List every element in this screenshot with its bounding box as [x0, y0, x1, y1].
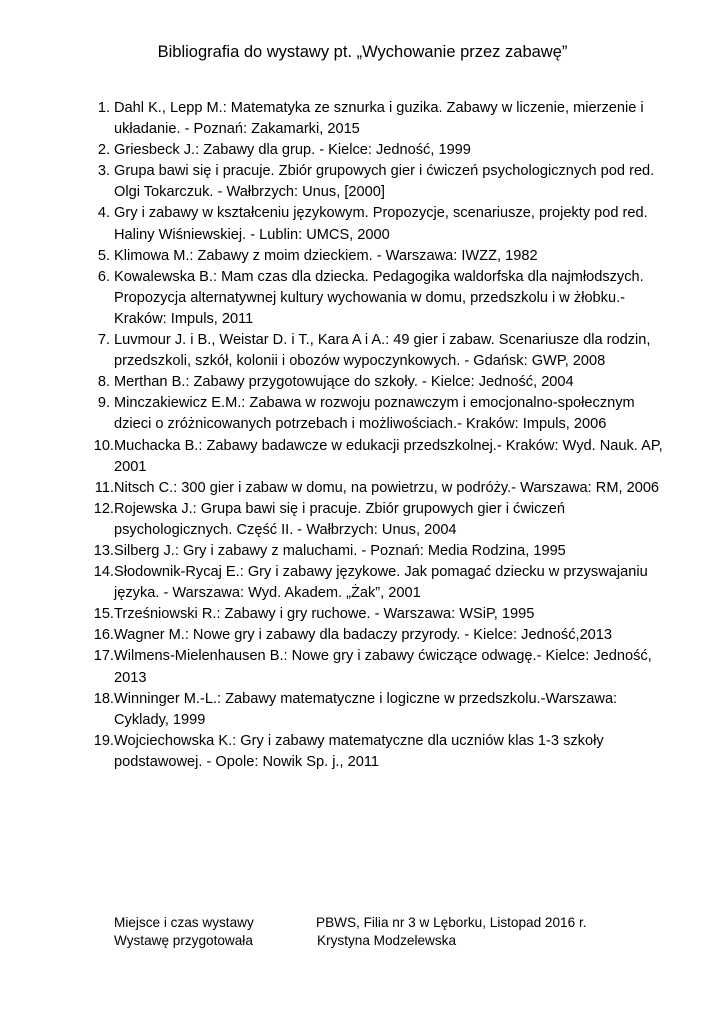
exhibition-footer: [114, 914, 587, 950]
author-value: Krystyna Modzelewska: [317, 933, 457, 948]
entry-text: Griesbeck J.: Zabawy dla grup. - Kielce: Jedność, 1999: [114, 142, 471, 159]
entry-number: 11.: [94, 479, 114, 496]
entry-text: Wagner M.: Nowe gry i zabawy dla badaczy przyrody. - Kielce: Jedność,2013: [114, 627, 613, 644]
footer-row-author: [114, 932, 587, 950]
entry-text: Trześniowski R.: Zabawy i gry ruchowe. - Warszawa: WSiP, 1995: [114, 606, 535, 623]
bibliography-entry: [84, 203, 664, 245]
entry-number: 6.: [97, 268, 110, 285]
entry-text: Klimowa M.: Zabawy z moim dzieckiem. - Warszawa: IWZZ, 1982: [114, 247, 538, 264]
entry-number: 12.: [93, 500, 114, 517]
footer-row-place: [114, 914, 587, 932]
entry-number: 8.: [97, 374, 110, 391]
bibliography-entry: [84, 646, 664, 688]
bibliography-entry: [84, 393, 664, 435]
entry-text: Muchacka B.: Zabawy badawcze w edukacji przedszkolnej.- Kraków: Wyd. Nauk. AP, 2001: [114, 437, 663, 475]
bibliography-entry: [84, 436, 664, 478]
entry-number: 15.: [93, 606, 114, 623]
bibliography-entry: [84, 625, 664, 646]
entry-number: 14.: [93, 564, 114, 581]
entry-text: Kowalewska B.: Mam czas dla dziecka. Pedagogika waldorfska dla najmłodszych. Propozycja alternatywnej kultury wychowania w domu, przedszkolu i w żłobku.- Kraków: Impuls, 2011: [114, 268, 644, 327]
entry-number: 16.: [93, 627, 114, 644]
entry-number: 4.: [97, 205, 110, 222]
entry-text: Rojewska J.: Grupa bawi się i pracuje. Zbiór grupowych gier i ćwiczeń psychologicznych. Część II. - Wałbrzych: Unus, 2004: [114, 500, 565, 538]
bibliography-entry: [84, 98, 664, 140]
bibliography-entry: [84, 499, 664, 541]
bibliography-entry: [84, 330, 664, 372]
entry-number: 10.: [93, 437, 114, 454]
entry-text: Dahl K., Lepp M.: Matematyka ze sznurka i guzika. Zabawy w liczenie, mierzenie i układanie. - Poznań: Zakamarki, 2015: [114, 100, 644, 138]
entry-text: Słodownik-Rycaj E.: Gry i zabawy językowe. Jak pomagać dziecku w przyswajaniu języka. - Warszawa: Wyd. Akadem. „Żak”, 2001: [114, 564, 648, 602]
entry-number: 13.: [93, 542, 114, 559]
entry-number: 19.: [93, 732, 114, 749]
entry-text: Silberg J.: Gry i zabawy z maluchami. - Poznań: Media Rodzina, 1995: [114, 542, 566, 559]
entry-text: Grupa bawi się i pracuje. Zbiór grupowych gier i ćwiczeń psychologicznych pod red. Olgi Tokarczuk. - Wałbrzych: Unus, [2000]: [114, 163, 655, 201]
bibliography-entry: [84, 541, 664, 562]
place-value: PBWS, Filia nr 3 w Lęborku, Listopad 2016 r.: [316, 915, 587, 930]
bibliography-entry: [84, 246, 664, 267]
entry-number: 17.: [93, 648, 114, 665]
bibliography-entry: [84, 161, 664, 203]
entry-text: Nitsch C.: 300 gier i zabaw w domu, na powietrzu, w podróży.- Warszawa: RM, 2006: [114, 479, 660, 496]
bibliography-entry: [84, 689, 664, 731]
entry-number: 18.: [93, 690, 114, 707]
entry-text: Winninger M.-L.: Zabawy matematyczne i logiczne w przedszkolu.-Warszawa: Cyklady, 1999: [114, 690, 618, 728]
entry-number: 7.: [97, 332, 110, 349]
entry-text: Wojciechowska K.: Gry i zabawy matematyczne dla uczniów klas 1-3 szkoły podstawowej. - Opole: Nowik Sp. j., 2011: [114, 732, 604, 770]
entry-text: Minczakiewicz E.M.: Zabawa w rozwoju poznawczym i emocjonalno-społecznym dzieci o zróżnicowanych potrzebach i możliwościach.- Kraków: Impuls, 2006: [114, 395, 635, 433]
entry-text: Merthan B.: Zabawy przygotowujące do szkoły. - Kielce: Jedność, 2004: [114, 374, 574, 391]
bibliography-entry: [84, 267, 664, 330]
bibliography-entry: [84, 731, 664, 773]
page-title: Bibliografia do wystawy pt. „Wychowanie przez zabawę”: [157, 43, 568, 61]
entry-number: 9.: [97, 395, 110, 412]
author-label: Wystawę przygotowała: [114, 933, 253, 948]
entry-text: Gry i zabawy w kształceniu językowym. Propozycje, scenariusze, projekty pod red. Haliny Wiśniewskiej. - Lublin: UMCS, 2000: [114, 205, 648, 243]
entry-text: Luvmour J. i B., Weistar D. i T., Kara A i A.: 49 gier i zabaw. Scenariusze dla rodzin, przedszkoli, szkół, kolonii i obozów wypoczynkowych. - Gdańsk: GWP, 2008: [114, 332, 651, 370]
entry-text: Wilmens-Mielenhausen B.: Nowe gry i zabawy ćwiczące odwagę.- Kielce: Jedność, 2013: [114, 648, 652, 686]
bibliography-entry: [84, 604, 664, 625]
entry-number: 3.: [97, 163, 110, 180]
entry-number: 2.: [97, 142, 110, 159]
bibliography-entry: [84, 140, 664, 161]
entry-number: 1.: [97, 100, 110, 116]
bibliography-entry: [84, 478, 664, 499]
bibliography-entry: [84, 372, 664, 393]
bibliography-entry: [84, 562, 664, 604]
entry-number: 5.: [97, 247, 110, 264]
bibliography-list: [84, 98, 664, 773]
place-label: Miejsce i czas wystawy: [114, 915, 254, 930]
